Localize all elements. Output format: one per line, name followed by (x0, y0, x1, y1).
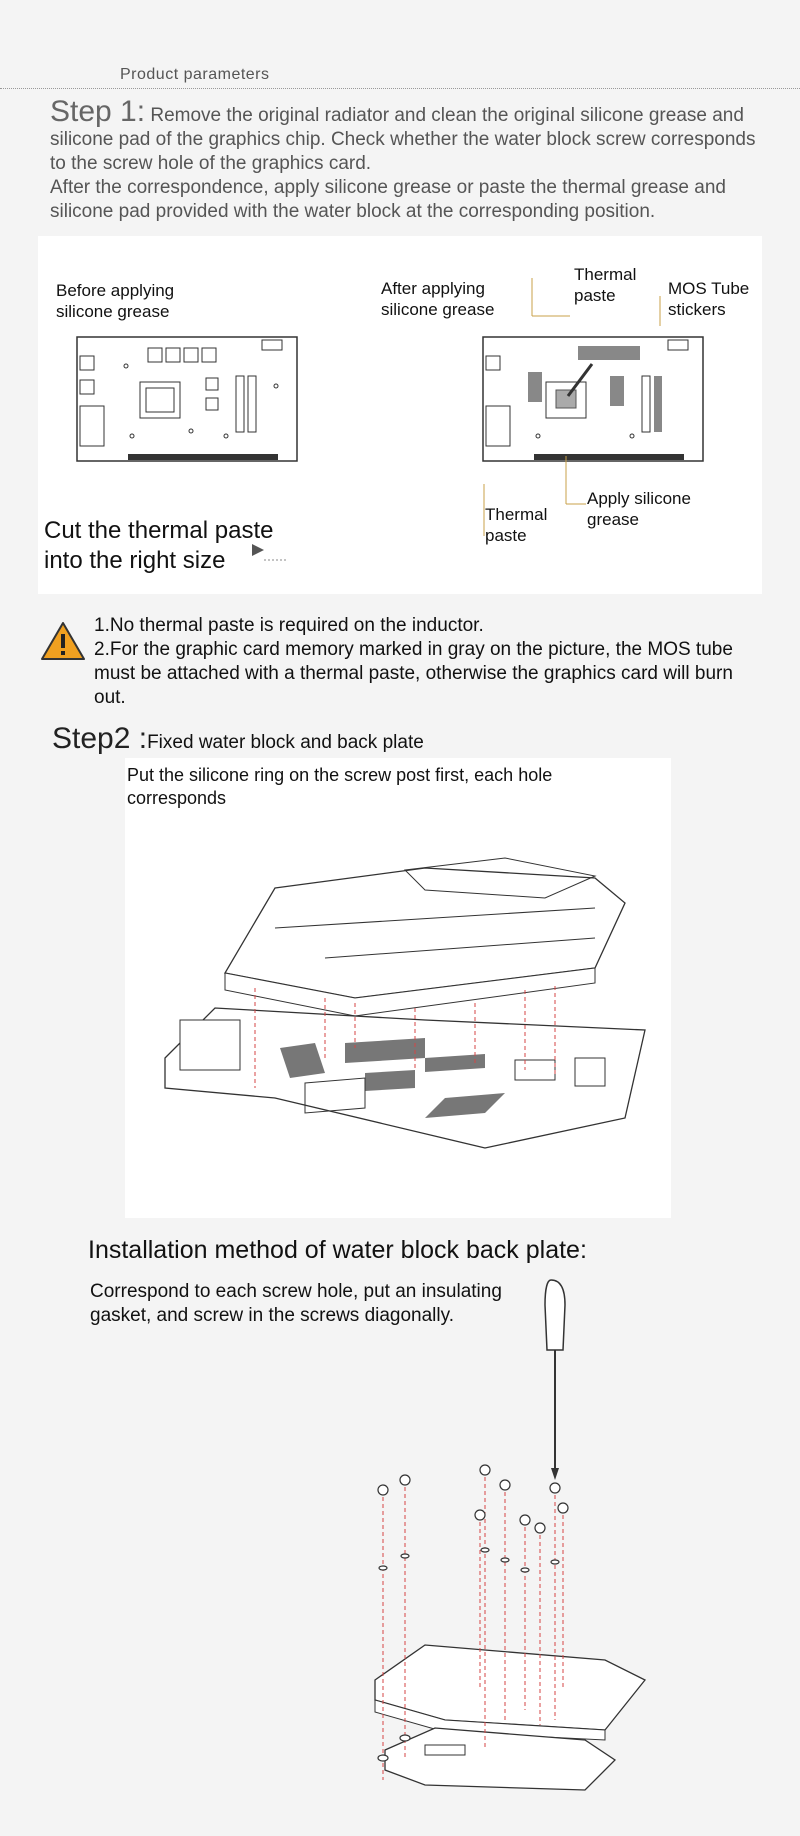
step1-title: Step 1: (50, 95, 146, 128)
mos-stickers-label: MOS Tube stickers (668, 279, 750, 319)
step1-text2: After the correspondence, apply silicone grease or paste the thermal grease and silicone pad provided with the water block at the corresponding position. (50, 177, 726, 222)
warning-line1: 1.No thermal paste is required on the inductor. (94, 615, 484, 636)
install-title: Installation method of water block back plate: (88, 1236, 587, 1264)
thermal-paste-bottom-label: Thermal paste (485, 505, 548, 545)
step2-subtitle: Fixed water block and back plate (147, 732, 424, 753)
after-label: After applying silicone grease (381, 279, 495, 319)
backplate-illustration (85, 1250, 671, 1796)
header-label: Product parameters (120, 66, 270, 83)
install-panel (85, 1250, 671, 1796)
step2-instruction: Put the silicone ring on the screw post first, each hole corresponds (127, 765, 553, 808)
warning-text (94, 614, 734, 710)
install-description: Correspond to each screw hole, put an insulating gasket, and screw in the screws diagonally. (90, 1281, 502, 1326)
thermal-paste-top-label: Thermal paste (574, 265, 637, 305)
header (0, 0, 800, 90)
warning-line2: 2.For the graphic card memory marked in gray on the picture, the MOS tube must be attached with a thermal paste, otherwise the graphics card will burn out. (94, 639, 733, 708)
step2-heading (52, 722, 424, 756)
diagram1-panel (38, 236, 762, 594)
cut-note: Cut the thermal paste into the right size (44, 517, 274, 574)
step1-section (50, 95, 770, 224)
step1-text: Remove the original radiator and clean the original silicone grease and silicone pad of the graphics chip. Check whether the water block screw corresponds to the screw hole of the graphics card. (50, 105, 756, 174)
callout-lines (38, 236, 762, 594)
before-label: Before applying silicone grease (56, 281, 175, 321)
header-divider (0, 88, 800, 89)
step2-title: Step2 : (52, 722, 148, 755)
warning-triangle-icon (40, 620, 86, 662)
step2-panel (125, 758, 671, 1218)
waterblock-illustration (125, 758, 671, 1218)
apply-grease-label: Apply silicone grease (587, 489, 691, 529)
